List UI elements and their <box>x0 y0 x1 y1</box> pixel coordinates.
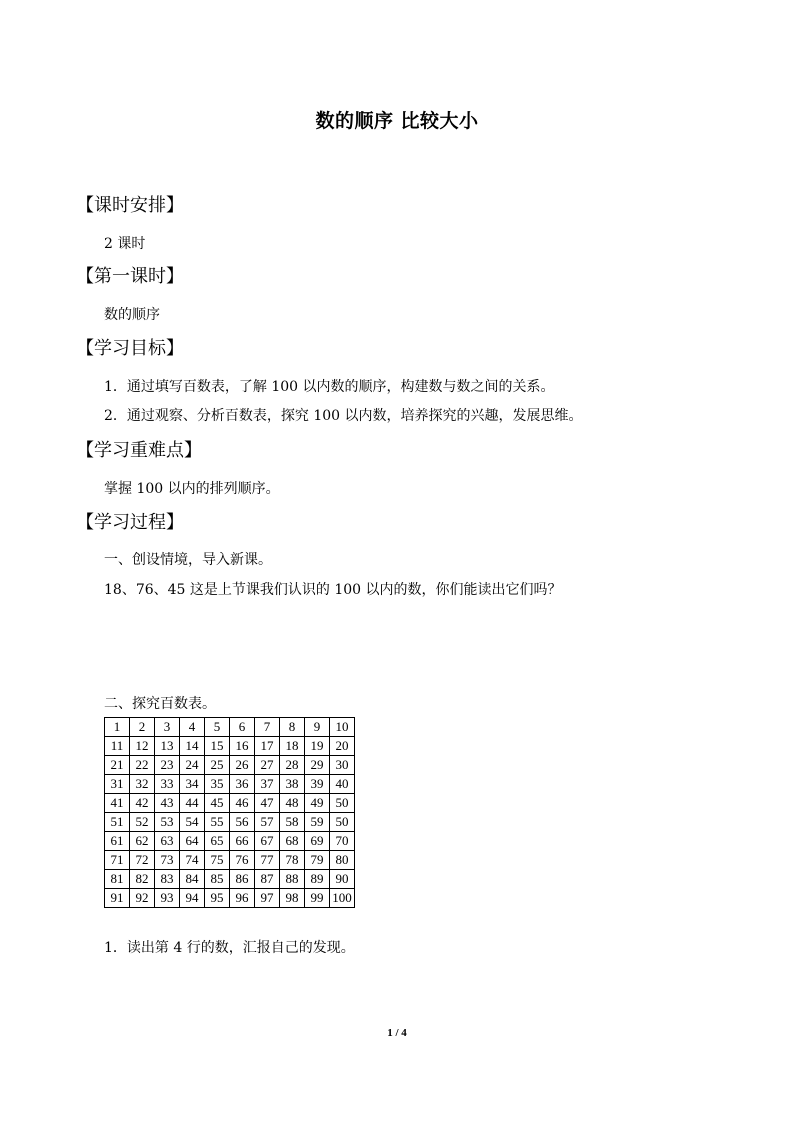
table-cell: 45 <box>205 794 230 813</box>
table-cell: 61 <box>105 832 130 851</box>
table-cell: 66 <box>230 832 255 851</box>
table-cell: 48 <box>280 794 305 813</box>
table-cell: 55 <box>205 813 230 832</box>
process-step-2: 二、探究百数表。 <box>104 696 216 712</box>
key-points-text: 掌握 100 以内的排列顺序。 <box>104 481 280 497</box>
table-cell: 15 <box>205 737 230 756</box>
table-cell: 64 <box>180 832 205 851</box>
table-cell: 100 <box>330 889 355 908</box>
table-cell: 43 <box>155 794 180 813</box>
hundred-chart-table <box>104 717 355 908</box>
table-cell: 16 <box>230 737 255 756</box>
table-cell: 8 <box>280 718 305 737</box>
table-cell: 37 <box>255 775 280 794</box>
table-cell: 71 <box>105 851 130 870</box>
table-cell: 21 <box>105 756 130 775</box>
table-cell: 50 <box>330 813 355 832</box>
objective-item-2: 2．通过观察、分析百数表，探究 100 以内数，培养探究的兴趣，发展思维。 <box>104 408 583 424</box>
table-cell: 7 <box>255 718 280 737</box>
table-cell: 30 <box>330 756 355 775</box>
table-cell: 29 <box>305 756 330 775</box>
table-cell: 26 <box>230 756 255 775</box>
table-cell: 35 <box>205 775 230 794</box>
table-cell: 6 <box>230 718 255 737</box>
table-cell: 24 <box>180 756 205 775</box>
table-cell: 44 <box>180 794 205 813</box>
process-step-1-text: 18、76、45 这是上节课我们认识的 100 以内的数，你们能读出它们吗？ <box>104 582 562 598</box>
table-cell: 90 <box>330 870 355 889</box>
table-cell: 88 <box>280 870 305 889</box>
table-cell: 62 <box>130 832 155 851</box>
table-cell: 73 <box>155 851 180 870</box>
page-number: 1 / 4 <box>387 1027 407 1039</box>
table-cell: 80 <box>330 851 355 870</box>
process-task-1: 1．读出第 4 行的数，汇报自己的发现。 <box>104 940 355 956</box>
table-cell: 99 <box>305 889 330 908</box>
table-cell: 14 <box>180 737 205 756</box>
table-cell: 9 <box>305 718 330 737</box>
table-cell: 59 <box>305 813 330 832</box>
table-cell: 81 <box>105 870 130 889</box>
table-cell: 3 <box>155 718 180 737</box>
table-cell: 53 <box>155 813 180 832</box>
table-cell: 79 <box>305 851 330 870</box>
table-cell: 36 <box>230 775 255 794</box>
table-cell: 92 <box>130 889 155 908</box>
process-step-1: 一、创设情境，导入新课。 <box>104 552 272 568</box>
table-row <box>105 851 355 870</box>
table-cell: 86 <box>230 870 255 889</box>
table-cell: 51 <box>105 813 130 832</box>
table-cell: 4 <box>180 718 205 737</box>
table-cell: 20 <box>330 737 355 756</box>
table-cell: 57 <box>255 813 280 832</box>
objective-item-1: 1．通过填写百数表，了解 100 以内数的顺序，构建数与数之间的关系。 <box>104 379 555 395</box>
table-cell: 23 <box>155 756 180 775</box>
table-row <box>105 737 355 756</box>
table-cell: 42 <box>130 794 155 813</box>
table-cell: 97 <box>255 889 280 908</box>
table-cell: 47 <box>255 794 280 813</box>
table-cell: 74 <box>180 851 205 870</box>
table-cell: 84 <box>180 870 205 889</box>
table-cell: 40 <box>330 775 355 794</box>
table-cell: 2 <box>130 718 155 737</box>
table-cell: 50 <box>330 794 355 813</box>
table-cell: 69 <box>305 832 330 851</box>
table-cell: 70 <box>330 832 355 851</box>
table-row <box>105 870 355 889</box>
table-row <box>105 794 355 813</box>
table-cell: 33 <box>155 775 180 794</box>
table-cell: 32 <box>130 775 155 794</box>
table-cell: 46 <box>230 794 255 813</box>
table-cell: 77 <box>255 851 280 870</box>
table-row <box>105 756 355 775</box>
table-cell: 12 <box>130 737 155 756</box>
table-cell: 39 <box>305 775 330 794</box>
table-cell: 78 <box>280 851 305 870</box>
heading-first-lesson: 【第一课时】 <box>76 266 184 287</box>
table-cell: 18 <box>280 737 305 756</box>
table-cell: 17 <box>255 737 280 756</box>
table-cell: 11 <box>105 737 130 756</box>
schedule-text: 2 课时 <box>104 236 146 252</box>
table-row <box>105 718 355 737</box>
table-cell: 28 <box>280 756 305 775</box>
table-cell: 87 <box>255 870 280 889</box>
table-cell: 94 <box>180 889 205 908</box>
table-cell: 82 <box>130 870 155 889</box>
table-cell: 65 <box>205 832 230 851</box>
table-cell: 34 <box>180 775 205 794</box>
table-cell: 58 <box>280 813 305 832</box>
table-cell: 54 <box>180 813 205 832</box>
table-cell: 76 <box>230 851 255 870</box>
table-row <box>105 775 355 794</box>
table-cell: 41 <box>105 794 130 813</box>
page-title: 数的顺序 比较大小 <box>315 110 479 132</box>
table-row <box>105 813 355 832</box>
table-cell: 67 <box>255 832 280 851</box>
table-cell: 68 <box>280 832 305 851</box>
heading-key-points: 【学习重难点】 <box>76 440 202 461</box>
table-cell: 27 <box>255 756 280 775</box>
table-cell: 63 <box>155 832 180 851</box>
table-cell: 98 <box>280 889 305 908</box>
table-cell: 96 <box>230 889 255 908</box>
table-cell: 5 <box>205 718 230 737</box>
table-cell: 19 <box>305 737 330 756</box>
table-cell: 52 <box>130 813 155 832</box>
table-cell: 49 <box>305 794 330 813</box>
table-cell: 93 <box>155 889 180 908</box>
table-row <box>105 832 355 851</box>
table-cell: 89 <box>305 870 330 889</box>
table-cell: 95 <box>205 889 230 908</box>
table-cell: 1 <box>105 718 130 737</box>
table-cell: 38 <box>280 775 305 794</box>
table-cell: 75 <box>205 851 230 870</box>
table-cell: 85 <box>205 870 230 889</box>
first-lesson-text: 数的顺序 <box>104 307 160 323</box>
table-cell: 13 <box>155 737 180 756</box>
table-cell: 31 <box>105 775 130 794</box>
table-row <box>105 889 355 908</box>
heading-objectives: 【学习目标】 <box>76 338 184 359</box>
heading-schedule: 【课时安排】 <box>76 195 184 216</box>
table-cell: 22 <box>130 756 155 775</box>
table-cell: 56 <box>230 813 255 832</box>
heading-process: 【学习过程】 <box>76 512 184 533</box>
table-cell: 10 <box>330 718 355 737</box>
table-cell: 83 <box>155 870 180 889</box>
table-cell: 91 <box>105 889 130 908</box>
table-cell: 25 <box>205 756 230 775</box>
table-cell: 72 <box>130 851 155 870</box>
